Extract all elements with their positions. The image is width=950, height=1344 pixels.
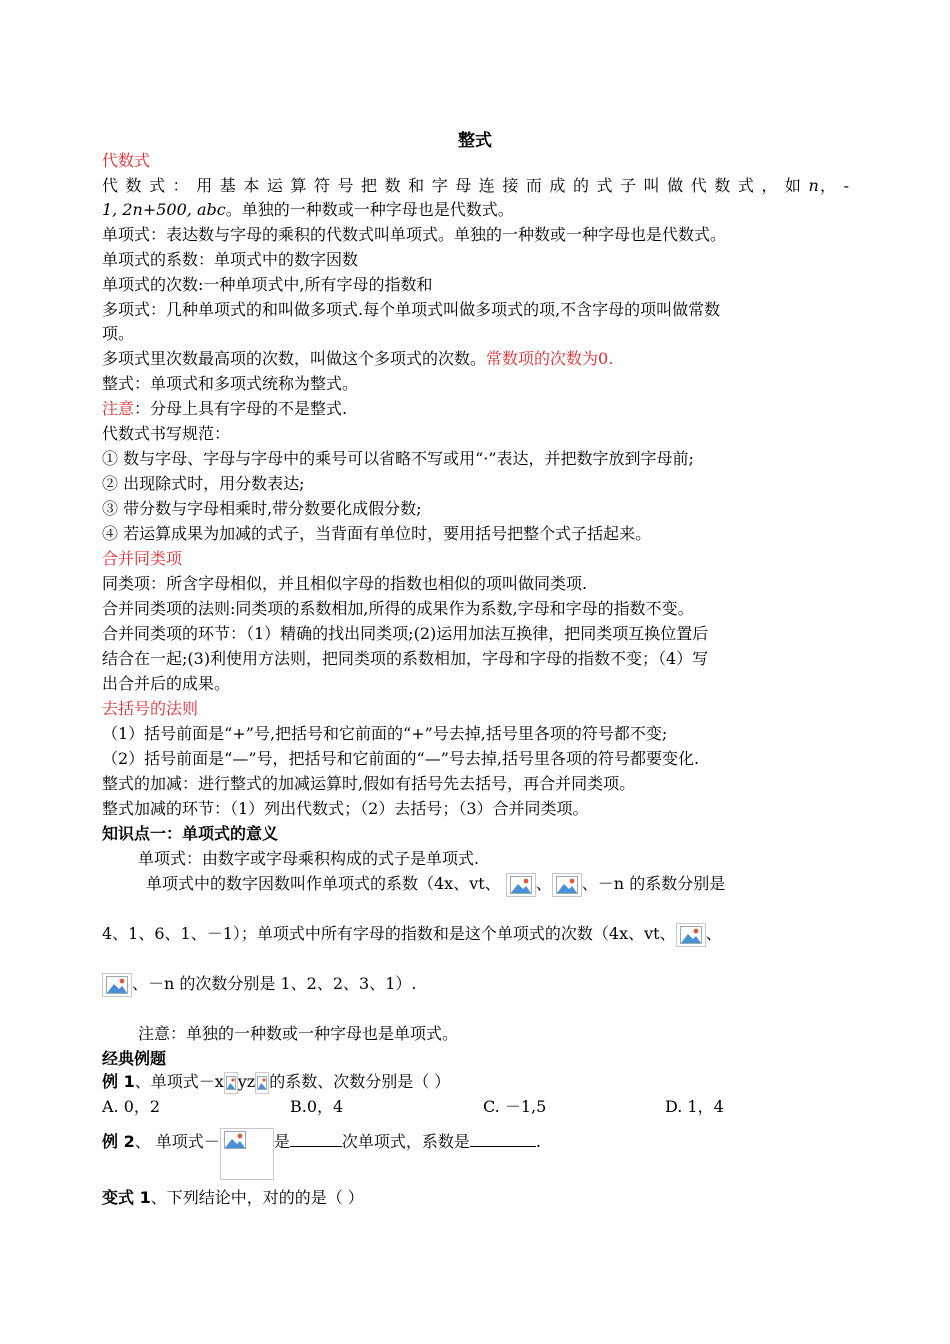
- broken-image-icon: [220, 1128, 274, 1180]
- section-heading-brackets: 去括号的法则: [102, 699, 199, 718]
- coefficient-definition: 单项式的系数：单项式中的数字因数: [102, 250, 359, 269]
- examples-text: 1, 2n+500, abc: [102, 200, 226, 219]
- broken-image-icon: [552, 873, 582, 897]
- polynomial-definition: 多项式：几种单项式的和叫做多项式.每个单项式叫做多项式的项,不含字母的项叫做常数: [102, 300, 721, 319]
- combine-steps-3: 出合并后的成果。: [102, 674, 231, 693]
- definition-line-2: [102, 198, 514, 222]
- variant-1-label: 变式 1: [102, 1188, 151, 1207]
- separator: 、: [535, 874, 552, 893]
- separator: 、: [705, 924, 722, 943]
- degree-blank: [290, 1128, 342, 1147]
- coefficient-values-line: [102, 922, 722, 947]
- polynomial-definition-cont: 项。: [102, 324, 135, 343]
- degree-definition: 单项式的次数:一种单项式中,所有字母的指数和: [102, 275, 433, 294]
- polynomial-degree: [102, 347, 613, 371]
- definition-text-end: ， -: [819, 176, 850, 195]
- example-2-is: 是: [273, 1132, 290, 1151]
- rule-2: ② 出现除式时，用分数表达;: [102, 474, 305, 493]
- section-heading-algebraic: 代数式: [102, 151, 151, 170]
- constant-degree-note: 常数项的次数为0.: [486, 349, 614, 368]
- example-2-end: .: [535, 1132, 541, 1151]
- combine-steps-2: 结合在一起;(3)利使用方法则，把同类项的系数相加，字母和字母的指数不变；（4）写: [102, 649, 709, 668]
- example-2-text: 、 单项式－: [134, 1132, 220, 1151]
- section-heading-like-terms: 合并同类项: [102, 549, 183, 568]
- broken-image-icon: [224, 1072, 238, 1094]
- monomial-note: 注意：单独的一种数或一种字母也是单项式。: [138, 1024, 459, 1043]
- example-1-text: 、单项式－x: [134, 1072, 224, 1091]
- combine-law: 合并同类项的法则:同类项的系数相加,所得的成果作为系数,字母和字母的指数不变。: [102, 599, 694, 618]
- example-variable: n: [808, 176, 820, 195]
- bracket-rule-2: （2）括号前面是“—”号，把括号和它前面的“—”号去掉,括号里各项的符号都要变化.: [102, 749, 700, 768]
- page-title: 整式: [458, 131, 492, 151]
- addition-subtraction: 整式的加减：进行整式的加减运算时,假如有括号先去括号，再合并同类项。: [102, 774, 636, 793]
- option-d: D. 1，4: [665, 1097, 724, 1116]
- like-terms-definition: 同类项：所含字母相似，并且相似字母的指数也相似的项叫做同类项.: [102, 574, 588, 593]
- note-line: [102, 397, 347, 421]
- combine-steps-1: 合并同类项的环节：（1）精确的找出同类项;(2)运用加法互换律，把同类项互换位置后: [102, 624, 709, 643]
- knowledge-point-heading: 知识点一：单项式的意义: [102, 824, 279, 843]
- definition-tail: 。单独的一种数或一种字母也是代数式。: [225, 200, 514, 219]
- example-2-question: 次单项式，系数是: [341, 1132, 470, 1151]
- monomial-definition: 单项式：表达数与字母的乘积的代数式叫单项式。单独的一种数或一种字母也是代数式。: [102, 225, 727, 244]
- rule-4: ④ 若运算成果为加减的式子，当背面有单位时，要用括号把整个式子括起来。: [102, 524, 652, 543]
- coefficient-text-end: 、－n 的系数分别是: [581, 874, 726, 893]
- variant-1: [102, 1186, 364, 1210]
- option-b: B.0，4: [290, 1097, 344, 1116]
- coefficient-blank: [470, 1128, 536, 1147]
- example-1-label: 例 1: [102, 1072, 135, 1091]
- broken-image-icon: [102, 973, 132, 997]
- examples-heading: 经典例题: [102, 1049, 167, 1068]
- example-1: [102, 1070, 450, 1094]
- broken-image-icon: [676, 923, 706, 947]
- degree-values-line: [102, 972, 416, 997]
- integral-expression-definition: 整式：单项式和多项式统称为整式。: [102, 374, 359, 393]
- option-a: A. 0，2: [102, 1097, 161, 1116]
- option-c: C. －1,5: [483, 1097, 547, 1116]
- bracket-rule-1: （1）括号前面是“+”号,把括号和它前面的“+”号去掉,括号里各项的符号都不变;: [102, 724, 668, 743]
- rule-1: ① 数与字母、字母与字母中的乘号可以省略不写或用“·”表达，并把数字放到字母前;: [102, 449, 694, 468]
- definition-text: 代 数 式 ： 用 基 本 运 算 符 号 把 数 和 字 母 连 接 而 成 的 式 子 叫 做 代 数 式 ， 如: [102, 176, 803, 195]
- example-2: [102, 1128, 541, 1180]
- variant-1-question: 、下列结论中，对的的是（ ）: [150, 1188, 364, 1207]
- polynomial-degree-text: 多项式里次数最高项的次数，叫做这个多项式的次数。: [102, 349, 487, 368]
- coefficient-values: 4、1、6、1、－1）；单项式中所有字母的指数和是这个单项式的次数（4x、vt、: [102, 924, 676, 943]
- example-2-label: 例 2: [102, 1132, 135, 1151]
- coefficient-line: [146, 872, 725, 897]
- definition-line-1: [102, 174, 850, 198]
- monomial-meaning: 单项式：由数字或字母乘积构成的式子是单项式.: [138, 849, 480, 868]
- broken-image-icon: [255, 1072, 269, 1094]
- broken-image-icon: [506, 873, 536, 897]
- coefficient-text: 单项式中的数字因数叫作单项式的系数（4x、vt、: [146, 874, 501, 893]
- example-1-vars: yz: [237, 1072, 256, 1091]
- degree-values: 、－n 的次数分别是 1、2、2、3、1）.: [132, 974, 417, 993]
- addition-steps: 整式加减的环节：（1）列出代数式；（2）去括号；（3）合并同类项。: [102, 799, 589, 818]
- note-label: 注意: [102, 399, 135, 418]
- rule-3: ③ 带分数与字母相乘时,带分数要化成假分数;: [102, 499, 422, 518]
- writing-norm-heading: 代数式书写规范：: [102, 424, 231, 443]
- example-1-question: 的系数、次数分别是（ ）: [269, 1072, 451, 1091]
- note-text: ：分母上具有字母的不是整式.: [134, 399, 348, 418]
